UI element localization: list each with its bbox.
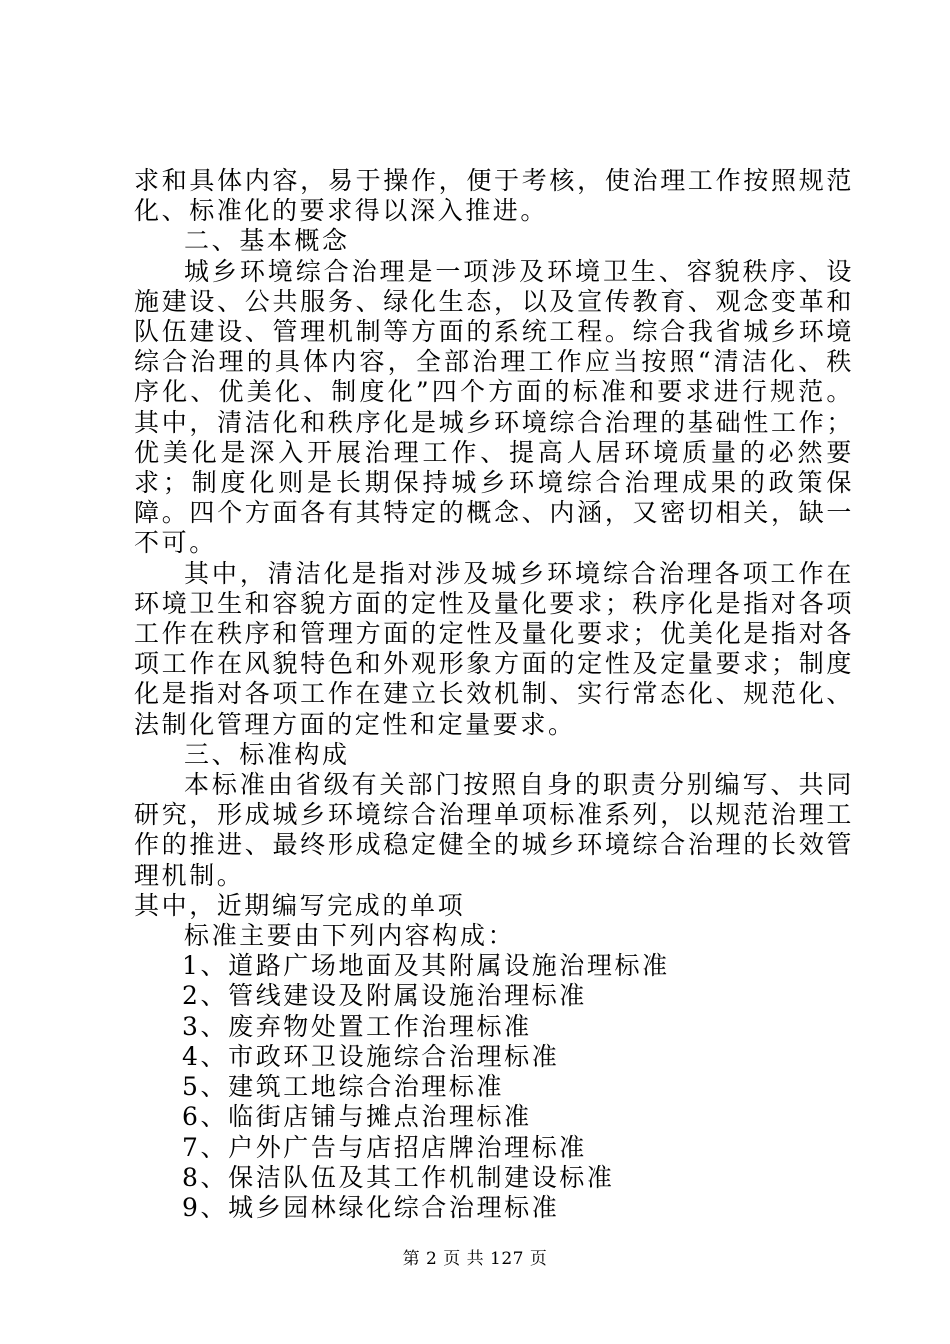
paragraph-list-intro: 标准主要由下列内容构成：: [184, 921, 516, 951]
list-item: 3、废弃物处置工作治理标准: [182, 1011, 532, 1041]
paragraph-basic-concepts: 城乡环境综合治理是一项涉及环境卫生、容貌秩序、设施建设、公共服务、绿化生态，以及宣传教育、观念变革和队伍建设、管理机制等方面的系统工程。综合我省城乡环境综合治理的具体内容，全部治理工作应当按照“清洁化、秩序化、优美化、制度化”四个方面的标准和要求进行规范。其中，清洁化和秩序化是城乡环境综合治理的基础性工作；优美化是深入开展治理工作、提高人居环境质量的必然要求；制度化则是长期保持城乡环境综合治理成果的政策保障。四个方面各有其特定的概念、内涵，又密切相关，缺一不可。: [134, 256, 854, 558]
section-heading-basic-concepts: 二、基本概念: [184, 226, 350, 256]
section-heading-standard-composition: 三、标准构成: [184, 739, 350, 769]
list-item: 7、户外广告与店招店牌治理标准: [182, 1132, 587, 1162]
document-body: [134, 166, 854, 1223]
list-item: 4、市政环卫设施综合治理标准: [182, 1041, 560, 1071]
paragraph-recent-items: 其中，近期编写完成的单项: [134, 890, 466, 920]
list-item: 5、建筑工地综合治理标准: [182, 1072, 505, 1102]
page-number-footer: 第 2 页 共 127 页: [402, 1249, 548, 1269]
list-item: 1、道路广场地面及其附属设施治理标准: [182, 951, 670, 981]
standards-list: [134, 951, 854, 1223]
list-item: 8、保洁队伍及其工作机制建设标准: [182, 1162, 615, 1192]
paragraph-standard-composition: 本标准由省级有关部门按照自身的职责分别编写、共同研究，形成城乡环境综合治理单项标准系列，以规范治理工作的推进、最终形成稳定健全的城乡环境综合治理的长效管理机制。: [134, 770, 854, 890]
list-item: 6、临街店铺与摊点治理标准: [182, 1102, 532, 1132]
list-item: 9、城乡园林绿化综合治理标准: [182, 1192, 560, 1222]
list-item: 2、管线建设及附属设施治理标准: [182, 981, 587, 1011]
paragraph-definitions: 其中，清洁化是指对涉及城乡环境综合治理各项工作在环境卫生和容貌方面的定性及量化要求；秩序化是指对各项工作在秩序和管理方面的定性及量化要求；优美化是指对各项工作在风貌特色和外观形象方面的定性及定量要求；制度化是指对各项工作在建立长效机制、实行常态化、规范化、法制化管理方面的定性和定量要求。: [134, 558, 854, 739]
paragraph-continuation: 求和具体内容，易于操作，便于考核，使治理工作按照规范化、标准化的要求得以深入推进。: [134, 166, 854, 226]
